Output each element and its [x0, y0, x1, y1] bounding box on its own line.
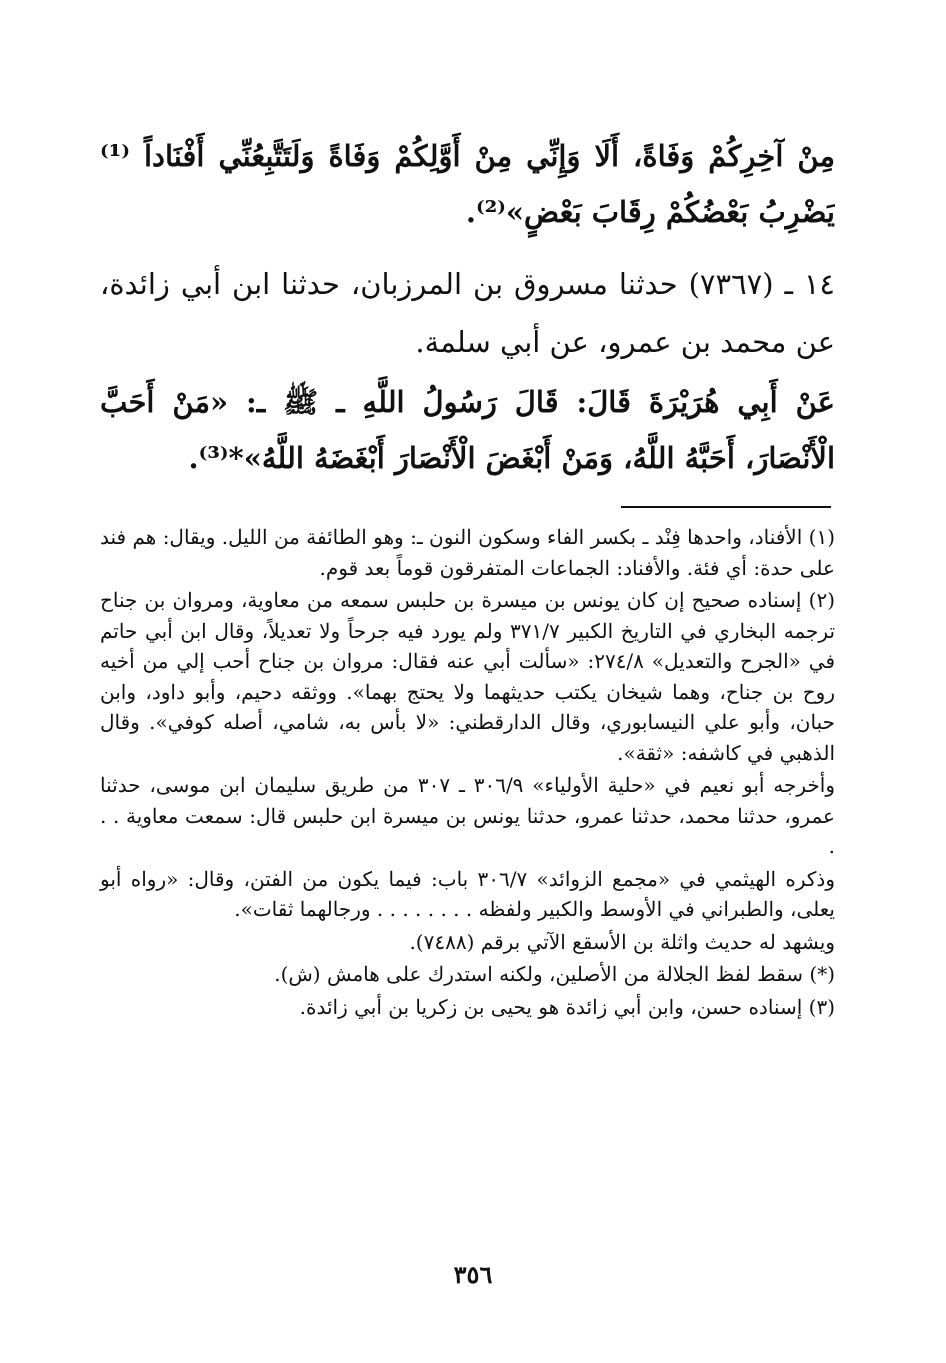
- footnote: وذكره الهيثمي في «مجمع الزوائد» ٣٠٦/٧ باب: فيما يكون من الفتن، وقال: «رواه أبو يعلى، والطبراني في الأوسط والكبير ولفظه . . . . . . . . ورجالهما ثقات».: [100, 866, 836, 921]
- footnotes: [100, 522, 835, 1024]
- matn-line: عَنْ أَبِي هُرَيْرَةَ قَالَ: قَالَ رَسُولُ اللَّهِ ـ ﷺ ـ: «مَنْ أَحَبَّ: [100, 385, 835, 419]
- isnad-paragraph: [100, 255, 835, 371]
- footnote: (١) الأفناد، واحدها فِنْد ـ بكسر الفاء وسكون النون ـ: وهو الطائفة من الليل. ويقال: هم فند على حدة: أي فئة. والأفناد: الجماعات المتفرقون قوماً بعد قوم.: [100, 525, 835, 580]
- footnote: (٢) إسناده صحيح إن كان يونس بن ميسرة بن حلبس سمعه من معاوية، ومروان بن جناح ترجمه البخاري في التاريخ الكبير ٣٧١/٧ ولم يورد فيه جرحاً ولا تعديلاً، وقال ابن أبي حاتم في «الجرح والتعديل» ٢٧٤/٨: «سألت أبي عنه فقال: مروان بن جناح أحب إلي من أخيه روح بن جناح، وهما شيخان يكتب حديثهما ولا يحتج بهما». ووثقه دحيم، وأبو داود، وابن حبان، وأبو علي النيسابوري، وقال الدارقطني: «لا بأس به، شامي، أصله كوفي». وقال الذهبي في كاشفه: «ثقة».: [100, 588, 836, 765]
- matn-line: الْأَنْصَارَ، أَحَبَّهُ اللَّهُ، وَمَنْ أَبْغَضَ الْأَنْصَارَ أَبْغَضَهُ اللَّهُ»*⁽³⁾.: [188, 441, 835, 475]
- hadith-number: ١٤ ـ (٧٣٦٧): [688, 267, 836, 301]
- footnote-separator: [621, 506, 831, 508]
- hadith-line: مِنْ آخِرِكُمْ وَفَاةً، أَلَا وَإِنِّي مِنْ أَوَّلِكُمْ وَفَاةً وَلَتَتَّبِعُنِّي أَفْنَاداً ⁽¹⁾: [100, 139, 835, 173]
- footnote: وأخرجه أبو نعيم في «حلية الأولياء» ٣٠٦/٩ ـ ٣٠٧ من طريق سليمان ابن موسى، حدثنا عمرو، حدثنا محمد، حدثنا عمرو، حدثنا يونس بن ميسرة ابن حلبس قال: سمعت معاوية . . .: [100, 773, 836, 858]
- footnote: (٣) إسناده حسن، وابن أبي زائدة هو يحيى بن زكريا بن أبي زائدة.: [299, 994, 835, 1019]
- hadith-line: يَضْرِبُ بَعْضُكُمْ رِقَابَ بَعْضٍ»⁽²⁾.: [465, 195, 835, 229]
- page-number: ٣٥٦: [453, 1260, 493, 1289]
- footnote: (*) سقط لفظ الجلالة من الأصلين، ولكنه استدرك على هامش (ش).: [274, 962, 835, 986]
- footnote: ويشهد له حديث واثلة بن الأسقع الآتي برقم (٧٤٨٨).: [409, 929, 835, 954]
- hadith-matn: [100, 374, 835, 486]
- isnad-text: حدثنا مسروق بن المرزبان، حدثنا ابن أبي زائدة، عن محمد بن عمرو، عن أبي سلمة.: [100, 267, 835, 359]
- hadith-continuation: [100, 128, 835, 240]
